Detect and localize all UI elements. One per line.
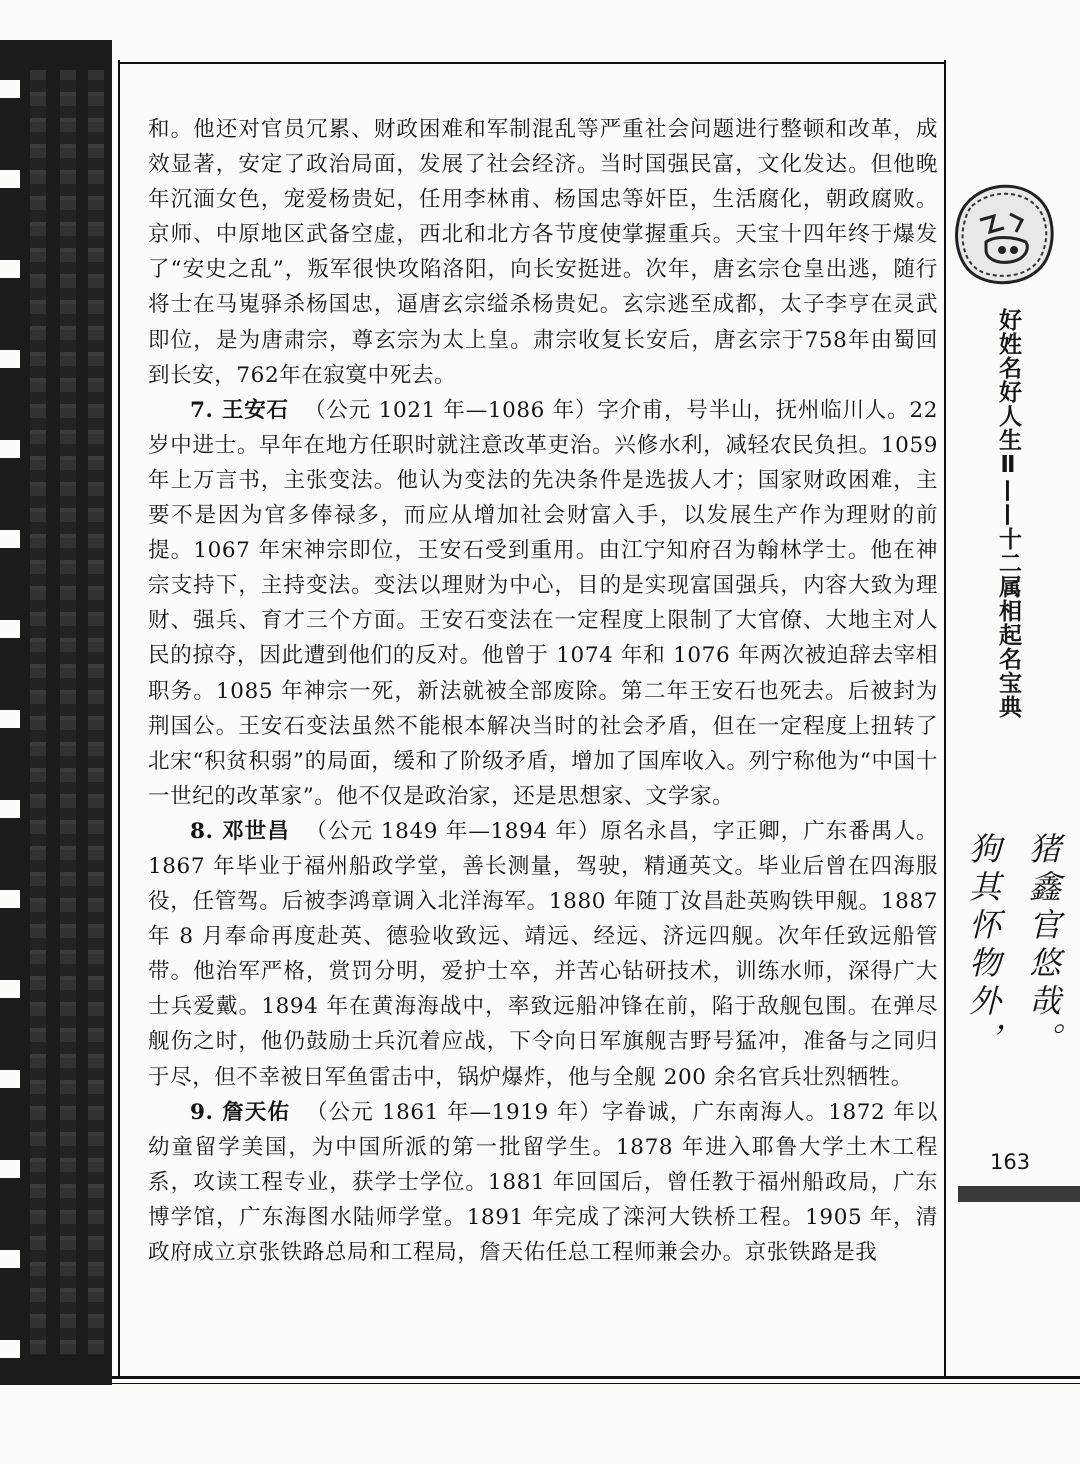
poem-line-1: 猪鑫官悠哉。 [1024, 832, 1062, 1060]
paragraph-continued: 和。他还对官员冗累、财政困难和军制混乱等严重社会问题进行整顿和改革，成效显著，安定了政治局面，发展了社会经济。当时国强民富，文化发达。但他晚年沉湎女色，宠爱杨贵妃，任用李林甫、杨国忠等奸臣，生活腐化，朝政腐败。京师、中原地区武备空虚，西北和北方各节度使掌握重兵。天宝十四年终于爆发了“安史之乱”，叛军很快攻陷洛阳，向长安挺进。次年，唐玄宗仓皇出逃，随行将士在马嵬驿杀杨国忠，逼唐玄宗缢杀杨贵妃。玄宗逃至成都，太子李亨在灵武即位，是为唐肃宗，尊玄宗为太上皇。肃宗收复长安后，唐玄宗于758年由蜀回到长安，762年在寂寞中死去。 [148, 117, 938, 388]
entry-name: 9. 詹天佑 [190, 1099, 291, 1125]
entry-text: （公元 1021 年—1086 年）字介甫，号半山，抚州临川人。22岁中进士。早年在地方任职时就注意改革吏治。兴修水利，减轻农民负担。1059 年上万言书，主张变法。他认为变法的先决条件是选拔人才；国家财政困难，主要不是因为官多俸禄多，而应从增加社会财富入手，以发展生产作为理财的前提。1067 年宋神宗即位，王安石受到重用。由江宁知府召为翰林学士。他在神宗支持下，主持变法。变法以理财为中心，目的是实现富国强兵，内容大致为理财、强兵、育才三个方面。王安石变法在一定程度上限制了大官僚、大地主对人民的掠夺，因此遭到他们的反对。他曾于 1074 年和 1076 年两次被迫辞去宰相职务。1085 年神宗一死，新法就被全部废除。第二年王安石也死去。后被封为荆国公。王安石变法虽然不能根本解决当时的社会矛盾，但在一定程度上扭转了北宋“积贫积弱”的局面，缓和了阶级矛盾，增加了国库收入。列宁称他为“中国十一世纪的改革家”。他不仅是政治家，还是思想家、文学家。 [148, 397, 938, 809]
frame-top-line [118, 62, 946, 64]
pig-zodiac-seal-icon [950, 180, 1060, 288]
entry-text: （公元 1861 年—1919 年）字眷诚，广东南海人。1872 年以幼童留学美国，为中国所派的第一批留学生。1878 年进入耶鲁大学土木工程系，攻读工程专业，获学士学位。1881 年回国后，曾任教于福州船政局，广东博学馆，广东海图水陆师学堂。1891 年完成了滦河大铁桥工程。1905 年，清政府成立京张铁路总局和工程局，詹天佑任总工程师兼会办。京张铁路是我 [148, 1099, 938, 1265]
poem-line-2: 狗其怀物外， [964, 832, 1002, 1060]
frame-bottom-line [112, 1376, 1080, 1379]
book-side-title: 好姓名好人生Ⅱ——十二属相起名宝典 [995, 308, 1021, 719]
entry-name: 8. 邓世昌 [190, 818, 290, 844]
entry-name: 7. 王安石 [190, 397, 289, 423]
page-number-bar [958, 1186, 1080, 1202]
entry-text: （公元 1849 年—1894 年）原名永昌，字正卿，广东番禺人。1867 年毕业于福州船政学堂，善长测量，驾驶，精通英文。毕业后曾在四海服役，任管驾。后被李鸿章调入北洋海军。1880 年随丁汝昌赴英购铁甲舰。1887年 8 月奉命再度赴英、德验收致远、靖远、经远、济远四舰。次年任致远船管带。他治军严格，赏罚分明，爱护士卒，并苦心钻研技术，训练水师，深得广大士兵爱戴。1894 年在黄海海战中，率致远船冲锋在前，陷于敌舰包围。在弹尽舰伤之时，他仍鼓励士兵沉着应战，下令向日军旗舰吉野号猛冲，准备与之同归于尽，但不幸被日军鱼雷击中，锅炉爆炸，他与全舰 200 余名官兵壮烈牺牲。 [148, 818, 938, 1090]
entry-deng-shichang [148, 814, 938, 1095]
frame-left-line [118, 60, 120, 1378]
entry-zhan-tianyou [148, 1095, 938, 1270]
book-binding-edge [0, 40, 112, 1385]
frame-bottom-line-2 [112, 1383, 1080, 1384]
page-number: 163 [990, 1150, 1031, 1174]
frame-right-line [944, 60, 946, 1378]
body-text [148, 112, 938, 1270]
entry-wang-anshi [148, 393, 938, 814]
